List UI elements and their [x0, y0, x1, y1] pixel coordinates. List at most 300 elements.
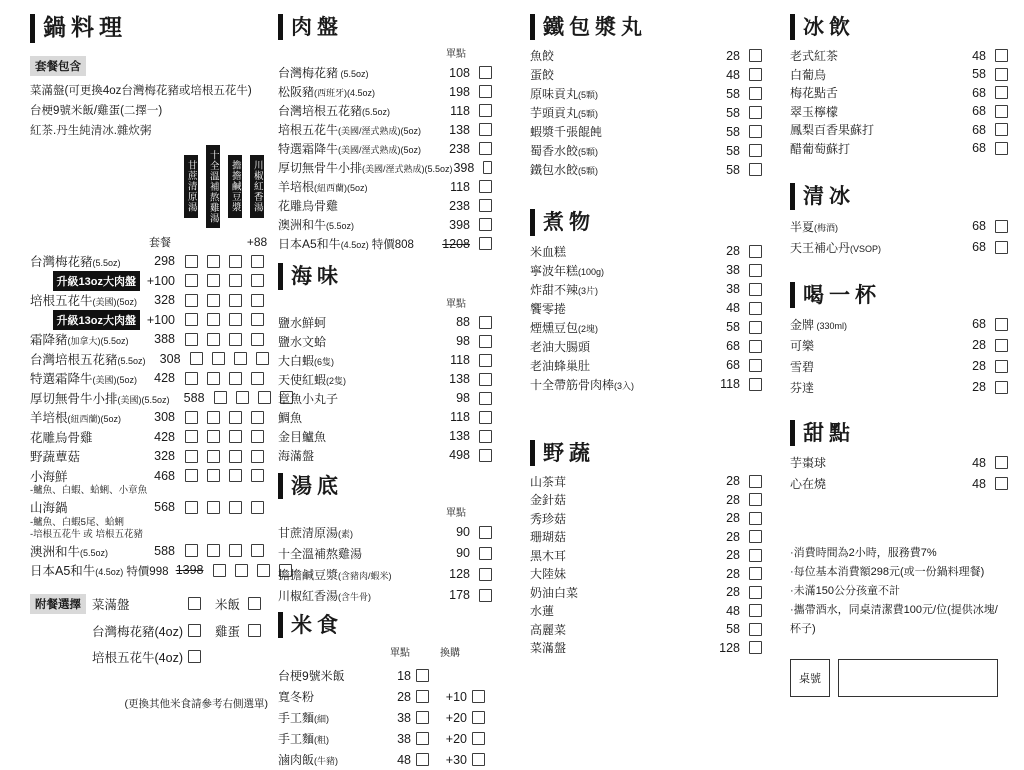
item-price: 28 — [726, 548, 740, 562]
item-checkbox[interactable] — [185, 313, 198, 326]
item-checkbox[interactable] — [472, 711, 485, 724]
section-title: 冰飲 — [790, 14, 1008, 40]
item-checkbox[interactable] — [251, 469, 264, 482]
item-checkbox[interactable] — [749, 245, 762, 258]
soup-choice-cell — [224, 544, 246, 557]
item-checkbox[interactable] — [995, 339, 1008, 352]
item-checkbox[interactable] — [188, 624, 201, 637]
item-name — [30, 542, 140, 560]
item-checkbox[interactable] — [251, 501, 264, 514]
item-price: 128 — [449, 567, 470, 582]
item-name-text: 天使紅蝦 — [278, 372, 327, 387]
item-checkbox[interactable] — [472, 753, 485, 766]
item-price: 108 — [449, 65, 470, 80]
item-checkbox[interactable] — [479, 392, 492, 405]
item-checkbox[interactable] — [995, 360, 1008, 373]
item-checkbox[interactable] — [749, 144, 762, 157]
item-checkbox[interactable] — [229, 255, 242, 268]
section-title: 湯底 — [278, 473, 492, 499]
side-order-block — [30, 594, 268, 666]
item-checkbox[interactable] — [207, 313, 220, 326]
item-name — [278, 751, 390, 768]
item-checkbox[interactable] — [479, 237, 492, 250]
item-checkbox[interactable] — [749, 623, 762, 636]
item-name-text: 羊培根 — [30, 411, 68, 425]
item-price: 28 — [726, 585, 740, 599]
item-name — [30, 408, 140, 426]
item-spec: (330ml) — [814, 320, 848, 331]
item-price: 118 — [720, 377, 740, 391]
item-checkbox[interactable] — [995, 86, 1008, 99]
item-checkbox[interactable] — [749, 530, 762, 543]
item-name-text: 澳洲和牛 — [30, 544, 81, 559]
section-clear_ice — [790, 183, 1008, 257]
item-checkbox[interactable] — [749, 512, 762, 525]
item-checkbox[interactable] — [416, 711, 429, 724]
soup-choice-cell — [208, 352, 230, 365]
section-soup — [278, 473, 492, 606]
soup-choice-cell — [246, 411, 268, 424]
soup-choice-cell — [246, 450, 268, 463]
item-name — [278, 688, 390, 705]
item-checkbox[interactable] — [479, 180, 492, 193]
menu-column-4 — [790, 0, 1008, 697]
item-checkbox[interactable] — [995, 49, 1008, 62]
item-checkbox[interactable] — [188, 650, 201, 663]
item-price: +100 — [146, 312, 175, 327]
item-name-text: 金針菇 — [530, 493, 567, 507]
soup-choice-cell — [246, 372, 268, 385]
item-checkbox[interactable] — [479, 589, 492, 602]
item-checkbox[interactable] — [214, 391, 227, 404]
item-checkbox[interactable] — [248, 624, 261, 637]
menu-item-row — [278, 215, 492, 234]
item-name-text: 雪碧 — [790, 359, 815, 374]
item-name — [530, 66, 704, 83]
menu-item-row — [30, 560, 268, 580]
item-checkbox[interactable] — [479, 547, 492, 560]
item-price: 58 — [726, 320, 740, 334]
item-checkbox[interactable] — [229, 411, 242, 424]
item-name-text: 厚切無骨牛小排 — [30, 391, 118, 406]
item-checkbox[interactable] — [251, 274, 264, 287]
item-checkbox[interactable] — [251, 544, 264, 557]
footer-note-line: ·未滿150公分孩童不計 — [790, 585, 901, 597]
item-price: 38 — [726, 282, 740, 296]
menu-item-row — [278, 543, 492, 564]
soup-choice-cell — [202, 274, 224, 287]
menu-item-row — [278, 686, 492, 707]
set-includes-line: 菜滿盤(可更換4oz台灣梅花豬或培根五花牛) — [30, 84, 252, 97]
item-price: 298 — [154, 254, 175, 268]
section-title: 米食 — [278, 612, 492, 638]
item-checkbox[interactable] — [207, 372, 220, 385]
item-name — [790, 316, 950, 333]
item-checkbox[interactable] — [207, 430, 220, 443]
item-name — [278, 730, 390, 747]
item-checkbox[interactable] — [995, 477, 1008, 490]
side-item-name: 培根五花牛(4oz) — [92, 650, 183, 665]
item-spec: (細) — [314, 714, 330, 724]
item-checkbox[interactable] — [235, 564, 248, 577]
item-checkbox[interactable] — [257, 564, 270, 577]
item-name — [530, 85, 704, 102]
item-name-text: 寬冬粉 — [278, 690, 315, 704]
item-name-text: 芋棗球 — [790, 456, 827, 470]
item-checkbox[interactable] — [185, 372, 198, 385]
item-name — [790, 454, 950, 471]
soup-choice-cell — [202, 450, 224, 463]
item-price: 118 — [450, 103, 470, 118]
item-name — [530, 621, 704, 638]
item-name — [30, 252, 140, 270]
item-checkbox[interactable] — [416, 690, 429, 703]
item-checkbox[interactable] — [749, 68, 762, 81]
item-list — [278, 63, 492, 253]
item-checkbox[interactable] — [185, 294, 198, 307]
item-checkbox[interactable] — [229, 294, 242, 307]
item-price: 48 — [972, 48, 986, 63]
soup-choice-cell — [186, 352, 208, 365]
item-checkbox[interactable] — [479, 354, 492, 367]
item-checkbox[interactable] — [479, 104, 492, 117]
menu-item-row — [30, 427, 268, 447]
menu-item-row — [278, 177, 492, 196]
item-checkbox[interactable] — [229, 501, 242, 514]
item-checkbox[interactable] — [229, 469, 242, 482]
item-checkbox[interactable] — [479, 218, 492, 231]
item-checkbox[interactable] — [188, 597, 201, 610]
item-price: 68 — [726, 339, 740, 353]
item-checkbox[interactable] — [749, 567, 762, 580]
item-price: 118 — [450, 410, 470, 424]
item-checkbox[interactable] — [229, 313, 242, 326]
item-name-text: 水蓮 — [530, 604, 555, 618]
item-checkbox[interactable] — [207, 274, 220, 287]
item-checkbox[interactable] — [251, 411, 264, 424]
item-checkbox[interactable] — [190, 352, 203, 365]
soup-choice-cell — [202, 469, 224, 482]
item-checkbox[interactable] — [248, 597, 261, 610]
item-name — [530, 142, 704, 159]
item-checkbox[interactable] — [236, 391, 249, 404]
item-name-text: 十全帶筋骨肉棒 — [530, 377, 615, 392]
menu-item-row — [530, 527, 762, 546]
item-spec: (2隻) — [326, 375, 347, 386]
menu-item-row — [530, 280, 762, 299]
item-checkbox[interactable] — [207, 255, 220, 268]
item-checkbox[interactable] — [207, 544, 220, 557]
item-checkbox[interactable] — [479, 66, 492, 79]
item-name-text: 鳳梨百香果蘇打 — [790, 123, 875, 137]
item-checkbox[interactable] — [479, 142, 492, 155]
item-checkbox[interactable] — [479, 199, 492, 212]
item-checkbox[interactable] — [749, 264, 762, 277]
soup-choice-cell — [246, 501, 268, 514]
side-order-note: (更換其他米食請參考右側選單) — [124, 697, 268, 710]
item-checkbox[interactable] — [479, 123, 492, 136]
soup-choice-cell — [202, 430, 224, 443]
item-name-text: 台灣培根五花豬 — [30, 352, 118, 367]
item-checkbox[interactable] — [749, 302, 762, 315]
rice-price-headers — [278, 643, 492, 659]
item-checkbox[interactable] — [479, 373, 492, 386]
soup-choice-cell — [230, 352, 252, 365]
item-name-text: 可樂 — [790, 338, 815, 353]
item-checkbox[interactable] — [479, 430, 492, 443]
item-checkbox[interactable] — [229, 544, 242, 557]
item-checkbox[interactable] — [749, 586, 762, 599]
item-checkbox[interactable] — [749, 549, 762, 562]
soup-choice-cell — [180, 333, 202, 346]
menu-item-row — [790, 377, 1008, 398]
item-price: 38 — [397, 731, 411, 746]
section-title: 甜點 — [790, 420, 1008, 446]
item-checkbox[interactable] — [479, 411, 492, 424]
item-name — [278, 409, 434, 426]
item-checkbox[interactable] — [749, 125, 762, 138]
item-name-text: 厚切無骨牛小排 — [278, 161, 363, 176]
item-checkbox[interactable] — [749, 321, 762, 334]
item-checkbox[interactable] — [229, 450, 242, 463]
item-checkbox[interactable] — [251, 430, 264, 443]
item-checkbox[interactable] — [251, 294, 264, 307]
item-price: 68 — [972, 219, 986, 233]
item-name — [278, 64, 434, 81]
item-name-text: 半夏 — [790, 219, 815, 234]
item-checkbox[interactable] — [749, 340, 762, 353]
item-spec: (粗) — [314, 735, 330, 745]
menu-item-row — [30, 407, 268, 427]
item-checkbox[interactable] — [749, 359, 762, 372]
item-checkbox[interactable] — [185, 274, 198, 287]
item-name-text: 蜀香水餃 — [530, 144, 579, 159]
item-name-text: 原味貢丸 — [530, 87, 579, 102]
menu-item-row — [790, 216, 1008, 237]
item-checkbox[interactable] — [749, 493, 762, 506]
item-price: 58 — [726, 86, 740, 101]
item-checkbox[interactable] — [472, 732, 485, 745]
item-checkbox[interactable] — [416, 669, 429, 682]
item-price: 178 — [449, 588, 470, 603]
item-spec: (紐西蘭)(5oz) — [314, 183, 368, 194]
item-price: 48 — [726, 301, 740, 315]
item-checkbox[interactable] — [749, 163, 762, 176]
item-spec: (5.5oz) — [80, 547, 109, 558]
item-price: 28 — [726, 244, 740, 258]
item-name-text: 台梗9號米飯 — [278, 669, 345, 683]
item-checkbox[interactable] — [479, 526, 492, 539]
item-checkbox[interactable] — [995, 381, 1008, 394]
item-checkbox[interactable] — [207, 294, 220, 307]
item-price: 568 — [154, 500, 175, 514]
soup-option-label: 擔擔鹹豆漿 — [228, 155, 242, 218]
item-name-text: 蛋餃 — [530, 68, 555, 83]
soup-choice-cell — [180, 450, 202, 463]
menu-item-row — [278, 446, 492, 465]
item-price: 68 — [972, 317, 986, 332]
item-checkbox[interactable] — [995, 456, 1008, 469]
item-checkbox[interactable] — [995, 318, 1008, 331]
item-checkbox[interactable] — [185, 430, 198, 443]
item-price: 58 — [726, 143, 740, 158]
item-checkbox[interactable] — [185, 469, 198, 482]
menu-item-row — [278, 728, 492, 749]
item-name-text: 白葡烏 — [790, 67, 827, 82]
item-checkbox[interactable] — [207, 411, 220, 424]
item-spec: (美國)(5.5oz) — [117, 394, 170, 405]
item-name — [530, 639, 704, 656]
item-spec: (美國/溼式熟成)(5oz) — [338, 145, 422, 156]
item-checkbox[interactable] — [207, 469, 220, 482]
soup-option-cell — [202, 145, 224, 229]
item-checkbox[interactable] — [995, 241, 1008, 254]
item-name — [530, 584, 704, 601]
menu-item-row — [30, 497, 268, 517]
item-checkbox[interactable] — [213, 564, 226, 577]
item-checkbox[interactable] — [185, 544, 198, 557]
item-spec: (美國)(5oz) — [92, 375, 138, 385]
item-checkbox[interactable] — [212, 352, 225, 365]
item-name-text: 野蔬蕈菇 — [30, 450, 81, 464]
footer-note-line: ·每位基本消費額298元(或一份鍋料理餐) — [790, 566, 985, 578]
item-checkbox[interactable] — [185, 255, 198, 268]
soup-choice-cell — [180, 501, 202, 514]
item-checkbox[interactable] — [749, 475, 762, 488]
item-checkbox[interactable] — [995, 220, 1008, 233]
menu-item-row — [790, 46, 1008, 65]
item-checkbox[interactable] — [229, 333, 242, 346]
soup-choice-cell — [224, 333, 246, 346]
soup-choice-cell — [224, 255, 246, 268]
item-name-text: 饗零捲 — [530, 301, 567, 316]
item-name — [278, 140, 434, 157]
item-deal-price: 特價808 — [371, 239, 414, 252]
item-name-text: 梅花點舌 — [790, 86, 839, 100]
soup-choice-cell — [246, 544, 268, 557]
menu-item-row — [530, 65, 762, 84]
item-checkbox[interactable] — [251, 450, 264, 463]
item-checkbox[interactable] — [234, 352, 247, 365]
menu-item-row — [278, 408, 492, 427]
item-checkbox[interactable] — [749, 378, 762, 391]
item-name — [530, 338, 704, 355]
item-name — [30, 389, 170, 407]
menu-item-row — [278, 313, 492, 332]
menu-item-row — [790, 335, 1008, 356]
item-checkbox[interactable] — [995, 142, 1008, 155]
menu-item-row — [278, 120, 492, 139]
section-title: 鐵包漿丸 — [530, 14, 762, 40]
item-checkbox[interactable] — [749, 87, 762, 100]
item-name — [30, 447, 140, 465]
menu-item-row — [530, 122, 762, 141]
item-checkbox[interactable] — [185, 501, 198, 514]
item-checkbox[interactable] — [251, 313, 264, 326]
item-name — [30, 369, 140, 387]
item-spec: (紐西蘭)(5oz) — [67, 414, 122, 424]
item-price: 68 — [972, 85, 986, 100]
item-price: 28 — [972, 338, 986, 353]
menu-item-row — [30, 310, 268, 330]
section-title: 煮物 — [530, 209, 762, 235]
item-name-text: 甘蔗清原湯 — [278, 525, 339, 540]
item-checkbox[interactable] — [258, 391, 271, 404]
item-price: 498 — [449, 448, 470, 462]
item-name — [530, 357, 704, 374]
item-checkbox[interactable] — [207, 450, 220, 463]
item-checkbox[interactable] — [251, 333, 264, 346]
item-checkbox[interactable] — [207, 333, 220, 346]
item-name — [30, 330, 140, 348]
item-name-text: 山海鍋 — [30, 501, 68, 515]
menu-item-row — [530, 583, 762, 602]
soup-choice-cell — [180, 430, 202, 443]
item-checkbox[interactable] — [749, 604, 762, 617]
item-checkbox[interactable] — [229, 372, 242, 385]
item-price: 428 — [154, 371, 175, 385]
item-checkbox[interactable] — [229, 274, 242, 287]
item-checkbox[interactable] — [749, 106, 762, 119]
item-list — [790, 46, 1008, 157]
item-checkbox[interactable] — [995, 68, 1008, 81]
unit-price-header: 單點 — [446, 49, 466, 61]
table-number-input[interactable] — [838, 659, 998, 697]
item-checkbox[interactable] — [416, 753, 429, 766]
item-checkbox[interactable] — [185, 411, 198, 424]
item-checkbox[interactable] — [472, 690, 485, 703]
item-checkbox[interactable] — [749, 641, 762, 654]
menu-column-2 — [278, 0, 492, 770]
item-checkbox[interactable] — [207, 501, 220, 514]
item-checkbox[interactable] — [416, 732, 429, 745]
section-title: 清冰 — [790, 183, 1008, 209]
item-spec: (VSOP) — [850, 243, 882, 254]
item-checkbox[interactable] — [479, 316, 492, 329]
menu-item-row — [530, 84, 762, 103]
item-checkbox[interactable] — [479, 335, 492, 348]
item-name-text: 珊瑚菇 — [530, 530, 567, 544]
item-checkbox[interactable] — [229, 430, 242, 443]
item-checkbox[interactable] — [995, 105, 1008, 118]
item-name-text: 鯛魚 — [278, 410, 303, 425]
item-name — [278, 159, 453, 176]
item-checkbox[interactable] — [251, 372, 264, 385]
soup-choice-cell — [202, 333, 224, 346]
soup-choice-cell — [180, 544, 202, 557]
item-checkbox[interactable] — [185, 333, 198, 346]
item-price: 388 — [154, 332, 175, 346]
item-checkbox[interactable] — [479, 568, 492, 581]
item-checkbox[interactable] — [479, 85, 492, 98]
item-checkbox[interactable] — [256, 352, 269, 365]
item-checkbox[interactable] — [185, 450, 198, 463]
item-checkbox[interactable] — [749, 283, 762, 296]
item-checkbox[interactable] — [479, 449, 492, 462]
item-price: 28 — [726, 474, 740, 488]
item-name-text: 鹽水文蛤 — [278, 334, 327, 349]
item-name-text: 十全溫補熬雞湯 — [278, 546, 363, 561]
item-spec: (5.5oz) — [92, 258, 121, 268]
item-name-text: 台灣梅花豬 — [30, 255, 93, 269]
item-checkbox[interactable] — [483, 161, 492, 174]
item-checkbox[interactable] — [749, 49, 762, 62]
item-spec: (6隻) — [314, 356, 335, 367]
menu-item-row — [530, 103, 762, 122]
item-checkbox[interactable] — [995, 123, 1008, 136]
item-spec: (5顆) — [578, 166, 599, 177]
item-checkbox[interactable] — [251, 255, 264, 268]
